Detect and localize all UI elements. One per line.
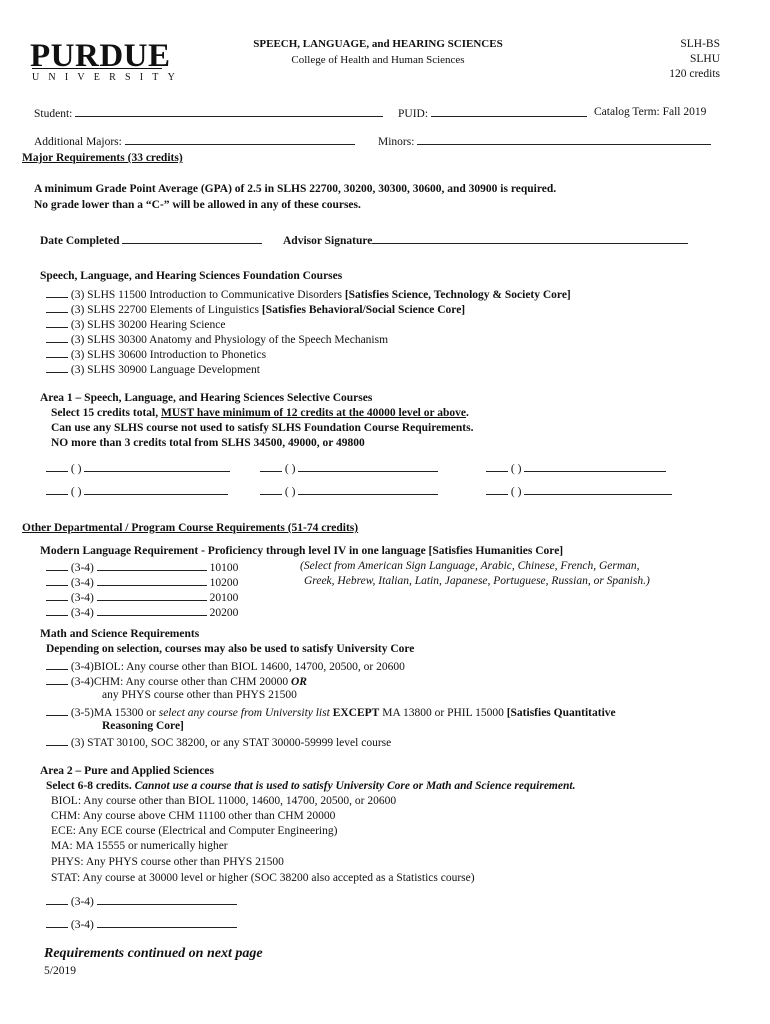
credit-range: (3-4) — [70, 577, 94, 589]
area1-must-note: MUST have minimum of 12 credits at the 40000 level or above — [160, 407, 467, 419]
ma-except: EXCEPT — [332, 707, 380, 719]
slot-parens: ( ) — [70, 463, 82, 475]
area1-slhs-note: Can use any SLHS course not used to satisfy SLHS Foundation Course Requirements. — [51, 422, 474, 434]
ma-row — [46, 705, 616, 719]
core-note: [Satisfies Behavioral/Social Science Core] — [261, 304, 466, 316]
program-code: SLH-BS — [680, 38, 720, 50]
language-blank[interactable] — [97, 560, 207, 571]
course-row — [46, 332, 388, 346]
check-blank[interactable] — [46, 705, 68, 716]
advisor-signature-label: Advisor Signature — [283, 235, 373, 247]
check-blank[interactable] — [46, 287, 68, 298]
area2-item: STAT: Any course at 30000 level or higher (SOC 38200 also accepted as a Statistics course) — [51, 872, 475, 884]
ma-core-note-cont: Reasoning Core] — [102, 720, 184, 732]
program-code-2: SLHU — [689, 53, 720, 65]
other-requirements-title: Other Departmental / Program Course Requirements (51-74 credits) — [22, 522, 359, 534]
area1-limit-note: NO more than 3 credits total from SLHS 34500, 49000, or 49800 — [51, 437, 365, 449]
core-note: [Satisfies Science, Technology & Society Core] — [344, 289, 571, 301]
logo-university: UNIVERSITY — [32, 72, 184, 83]
course-text: (3) SLHS 22700 Elements of Linguistics — [70, 304, 262, 316]
area2-slot[interactable] — [46, 917, 237, 931]
course-number: 10200 — [209, 577, 239, 589]
ma-exclusions: MA 13800 or PHIL 15000 — [379, 707, 507, 719]
slot-parens: ( ) — [510, 486, 522, 498]
course-text: (3) SLHS 30300 Anatomy and Physiology of the Speech Mechanism — [70, 334, 389, 346]
check-blank[interactable] — [46, 332, 68, 343]
check-blank[interactable] — [46, 302, 68, 313]
area1-title: Area 1 – Speech, Language, and Hearing Sciences Selective Courses — [40, 392, 373, 404]
course-blank[interactable] — [84, 461, 230, 472]
total-credits: 120 credits — [669, 68, 720, 80]
credit-range: (3-4) — [70, 896, 94, 908]
biol-row — [46, 659, 405, 673]
check-blank[interactable] — [46, 674, 68, 685]
date-completed-field[interactable] — [40, 233, 262, 247]
course-row — [46, 347, 266, 361]
area1-period: . — [466, 407, 469, 419]
selective-slot[interactable] — [46, 484, 228, 498]
puid-label: PUID: — [398, 108, 429, 120]
ma-text: (3-5)MA 15300 or — [70, 707, 159, 719]
ma-list-note: select any course from University list — [158, 707, 333, 719]
language-blank[interactable] — [97, 605, 207, 616]
language-note-cont: Greek, Hebrew, Italian, Latin, Japanese, Portuguese, Russian, or Spanish.) — [304, 575, 650, 587]
course-number: 20100 — [209, 592, 239, 604]
puid-field[interactable] — [398, 106, 587, 120]
check-blank[interactable] — [46, 605, 68, 616]
minors-field[interactable] — [378, 134, 711, 148]
selective-slot[interactable] — [486, 484, 672, 498]
course-row — [46, 287, 571, 301]
course-number: 10100 — [209, 562, 239, 574]
credit-range: (3-4) — [70, 592, 94, 604]
credit-blank[interactable] — [46, 917, 68, 928]
language-row — [46, 575, 238, 589]
college-name: College of Health and Human Sciences — [291, 54, 465, 66]
area1-text: Select 15 credits total, — [51, 407, 161, 419]
selective-slot[interactable] — [486, 461, 666, 475]
additional-majors-field[interactable] — [34, 134, 355, 148]
minors-label: Minors: — [378, 136, 415, 148]
phys-alt: any PHYS course other than PHYS 21500 — [102, 689, 297, 701]
slot-parens: ( ) — [284, 463, 296, 475]
credit-blank[interactable] — [260, 484, 282, 495]
area2-item: MA: MA 15555 or numerically higher — [51, 840, 228, 852]
check-blank[interactable] — [46, 317, 68, 328]
minors-blank[interactable] — [417, 134, 711, 145]
course-blank[interactable] — [97, 917, 237, 928]
slot-parens: ( ) — [510, 463, 522, 475]
revision-date: 5/2019 — [44, 965, 76, 977]
continued-note: Requirements continued on next page — [44, 946, 263, 961]
selective-slot[interactable] — [260, 484, 438, 498]
course-blank[interactable] — [524, 461, 666, 472]
course-blank[interactable] — [298, 461, 438, 472]
language-requirement-title: Modern Language Requirement - Proficiency through level IV in one language [Satisfies Humanities Core] — [40, 545, 564, 557]
majors-label: Additional Majors: — [34, 136, 122, 148]
credit-blank[interactable] — [260, 461, 282, 472]
grade-requirement: No grade lower than a “C-” will be allowed in any of these courses. — [34, 199, 361, 211]
check-blank[interactable] — [46, 659, 68, 670]
credit-blank[interactable] — [46, 461, 68, 472]
check-blank[interactable] — [46, 575, 68, 586]
course-row — [46, 302, 465, 316]
area2-title: Area 2 – Pure and Applied Sciences — [40, 765, 214, 777]
check-blank[interactable] — [46, 560, 68, 571]
course-text: (3) SLHS 11500 Introduction to Communicative Disorders — [70, 289, 345, 301]
puid-blank[interactable] — [431, 106, 587, 117]
course-blank[interactable] — [84, 484, 228, 495]
course-text: (3) SLHS 30200 Hearing Science — [70, 319, 226, 331]
language-blank[interactable] — [97, 575, 207, 586]
course-blank[interactable] — [524, 484, 672, 495]
slot-parens: ( ) — [70, 486, 82, 498]
stat-row — [46, 735, 391, 749]
course-blank[interactable] — [97, 894, 237, 905]
course-text: (3) SLHS 30900 Language Development — [70, 364, 260, 376]
math-science-subtitle: Depending on selection, courses may also be used to satisfy University Core — [46, 643, 415, 655]
course-text: (3) SLHS 30600 Introduction to Phonetics — [70, 349, 267, 361]
credit-range: (3-4) — [70, 919, 94, 931]
credit-range: (3-4) — [70, 562, 94, 574]
language-note: (Select from American Sign Language, Arabic, Chinese, French, German, — [300, 560, 640, 572]
biol-text: (3-4)BIOL: Any course other than BIOL 14600, 14700, 20500, or 20600 — [70, 661, 405, 673]
area2-item: PHYS: Any PHYS course other than PHYS 21500 — [51, 856, 284, 868]
advisor-signature-field[interactable] — [283, 233, 688, 247]
area2-restriction: Cannot use a course that is used to satisfy University Core or Math and Science requirement. — [134, 780, 576, 792]
slot-parens: ( ) — [284, 486, 296, 498]
or-label: OR — [290, 676, 307, 688]
area2-credits: Select 6-8 credits. — [46, 780, 135, 792]
math-science-title: Math and Science Requirements — [40, 628, 200, 640]
language-row — [46, 605, 238, 619]
student-blank[interactable] — [75, 106, 383, 117]
course-blank[interactable] — [298, 484, 438, 495]
check-blank[interactable] — [46, 590, 68, 601]
area2-item: BIOL: Any course other than BIOL 11000, 14600, 14700, 20500, or 20600 — [51, 795, 397, 807]
credit-blank[interactable] — [46, 894, 68, 905]
course-row — [46, 362, 260, 376]
advisor-blank[interactable] — [372, 233, 688, 244]
credit-blank[interactable] — [486, 461, 508, 472]
logo-divider — [32, 68, 162, 69]
course-row — [46, 317, 225, 331]
department-title: SPEECH, LANGUAGE, and HEARING SCIENCES — [253, 38, 503, 50]
area1-credits-note — [51, 407, 469, 419]
major-requirements-title: Major Requirements (33 credits) — [22, 152, 183, 164]
area2-item: CHM: Any course above CHM 11100 other than CHM 20000 — [51, 810, 336, 822]
check-blank[interactable] — [46, 362, 68, 373]
language-blank[interactable] — [97, 590, 207, 601]
area2-item: ECE: Any ECE course (Electrical and Computer Engineering) — [51, 825, 338, 837]
stat-text: (3) STAT 30100, SOC 38200, or any STAT 30000-59999 level course — [70, 737, 392, 749]
credit-range: (3-4) — [70, 607, 94, 619]
credit-blank[interactable] — [486, 484, 508, 495]
catalog-term: Catalog Term: Fall 2019 — [594, 106, 707, 118]
course-number: 20200 — [209, 607, 239, 619]
check-blank[interactable] — [46, 735, 68, 746]
area2-slot[interactable] — [46, 894, 237, 908]
majors-blank[interactable] — [125, 134, 355, 145]
student-field[interactable] — [34, 106, 383, 120]
foundation-title: Speech, Language, and Hearing Sciences Foundation Courses — [40, 270, 343, 282]
ma-core-note: [Satisfies Quantitative — [506, 707, 616, 719]
chm-row — [46, 674, 307, 688]
student-label: Student: — [34, 108, 73, 120]
chm-text: (3-4)CHM: Any course other than CHM 20000 — [70, 676, 291, 688]
area2-select-note — [46, 780, 575, 792]
date-blank[interactable] — [122, 233, 262, 244]
date-completed-label: Date Completed — [40, 235, 120, 247]
check-blank[interactable] — [46, 347, 68, 358]
language-row — [46, 560, 238, 574]
selective-slot[interactable] — [46, 461, 230, 475]
selective-slot[interactable] — [260, 461, 438, 475]
gpa-requirement: A minimum Grade Point Average (GPA) of 2.5 in SLHS 22700, 30200, 30300, 30600, and 30900 is required. — [34, 183, 557, 195]
language-row — [46, 590, 238, 604]
credit-blank[interactable] — [46, 484, 68, 495]
purdue-logo: PURDUE — [30, 38, 171, 74]
